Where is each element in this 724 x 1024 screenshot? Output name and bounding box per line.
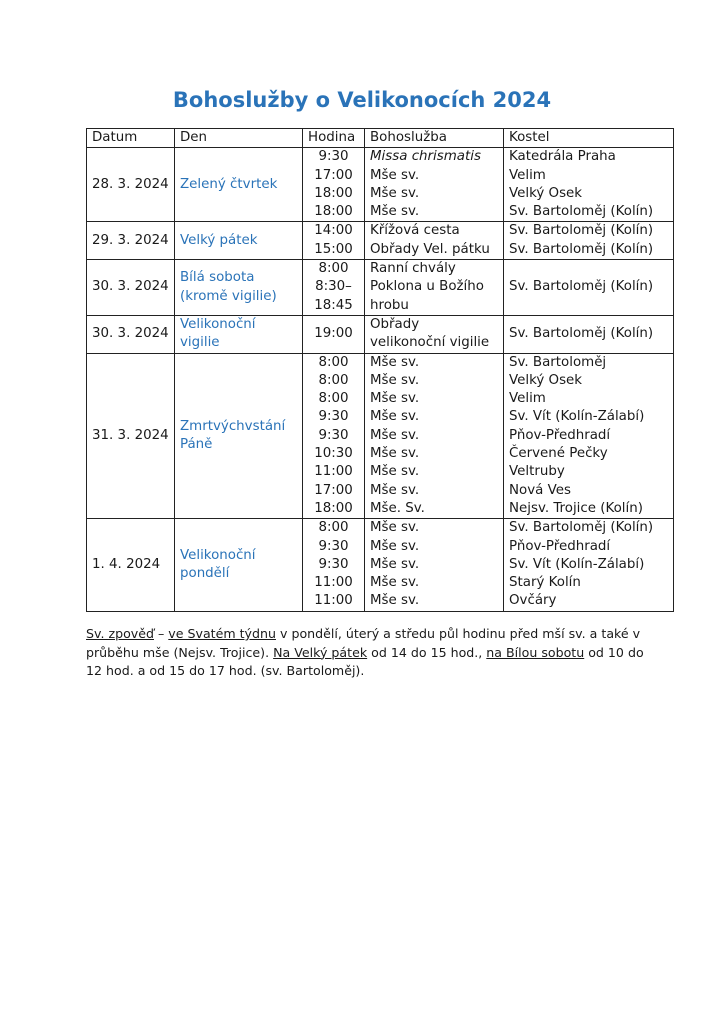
bohosluzba-line: Ranní chvály — [370, 261, 456, 277]
table-row — [87, 260, 674, 316]
table-row — [87, 315, 674, 353]
kostel-line: Sv. Bartoloměj (Kolín) — [509, 520, 654, 536]
hodina-line: 18:45 — [314, 297, 353, 313]
bohosluzba-line: Mše sv. — [370, 556, 420, 572]
kostel-line: Sv. Bartoloměj (Kolín) — [509, 223, 654, 239]
day-name-line: Páně — [180, 436, 213, 452]
hodina-line: 10:30 — [314, 446, 353, 462]
bohosluzba-line: Křížová cesta — [370, 223, 460, 239]
cell-bohosluzba — [365, 148, 504, 222]
hodina-line: 11:00 — [314, 593, 353, 609]
kostel-line: Pňov-Předhradí — [509, 538, 611, 554]
bohosluzba-line: Mše sv. — [370, 538, 420, 554]
note-holy-saturday: na Bílou sobotu — [486, 644, 585, 660]
note-confession-label: Sv. zpověď — [86, 626, 154, 641]
cell-kostel — [504, 260, 674, 316]
kostel-line: Sv. Bartoloměj (Kolín) — [509, 204, 654, 220]
note-good-friday: Na Velký pátek — [273, 644, 368, 660]
day-name-line: Zelený čtvrtek — [180, 176, 278, 192]
bohosluzba-line: Mše. Sv. — [370, 500, 425, 516]
cell-datum: 31. 3. 2024 — [87, 353, 175, 519]
cell-hodina — [303, 315, 365, 353]
day-name-line: vigilie — [180, 335, 220, 351]
kostel-line: Nová Ves — [509, 482, 571, 498]
header-datum: Datum — [87, 129, 175, 148]
bohosluzba-line: Mše sv. — [370, 167, 420, 183]
kostel-line: Nejsv. Trojice (Kolín) — [509, 500, 643, 516]
hodina-line: 18:00 — [314, 204, 353, 220]
cell-datum: 30. 3. 2024 — [87, 315, 175, 353]
cell-kostel — [504, 353, 674, 519]
note-text-1: v pondělí, úterý a středu půl hodinu před mší sv. a také v průběhu mše (Nejsv. Trojice). — [86, 626, 641, 660]
hodina-line: 14:00 — [314, 223, 353, 239]
bohosluzba-line: Mše sv. — [370, 446, 420, 462]
day-name-line: pondělí — [180, 565, 230, 581]
hodina-line: 9:30 — [318, 149, 349, 165]
note-text-2: od 14 do 15 hod., — [367, 644, 487, 660]
kostel-line: Starý Kolín — [509, 575, 581, 591]
kostel-line: Katedrála Praha — [509, 149, 616, 165]
kostel-line: Sv. Bartoloměj — [509, 354, 607, 370]
confession-note — [86, 625, 646, 681]
bohosluzba-line: hrobu — [370, 297, 409, 313]
hodina-line: 8:30– — [315, 279, 352, 295]
cell-den — [175, 148, 303, 222]
kostel-line: Sv. Bartoloměj (Kolín) — [509, 326, 654, 342]
day-name-line: (kromě vigilie) — [180, 288, 277, 304]
kostel-line: Pňov-Předhradí — [509, 427, 611, 443]
cell-datum: 30. 3. 2024 — [87, 260, 175, 316]
hodina-line: 8:00 — [318, 372, 349, 388]
kostel-line: Velim — [509, 391, 546, 407]
kostel-line: Sv. Vít (Kolín-Zálabí) — [509, 556, 645, 572]
table-header-row — [87, 129, 674, 148]
hodina-line: 18:00 — [314, 185, 353, 201]
cell-bohosluzba — [365, 519, 504, 611]
kostel-line: Sv. Vít (Kolín-Zálabí) — [509, 409, 645, 425]
day-name-line: Velikonoční — [180, 316, 256, 332]
cell-hodina — [303, 519, 365, 611]
kostel-line: Ovčáry — [509, 593, 557, 609]
hodina-line: 11:00 — [314, 464, 353, 480]
kostel-line: Sv. Bartoloměj (Kolín) — [509, 241, 654, 257]
hodina-line: 9:30 — [318, 427, 349, 443]
cell-den — [175, 519, 303, 611]
hodina-line: 19:00 — [314, 326, 353, 342]
hodina-line: 11:00 — [314, 575, 353, 591]
hodina-line: 17:00 — [314, 482, 353, 498]
hodina-line: 17:00 — [314, 167, 353, 183]
table-row — [87, 222, 674, 260]
bohosluzba-line: Mše sv. — [370, 575, 420, 591]
hodina-line: 8:00 — [318, 391, 349, 407]
kostel-line: Velký Osek — [509, 185, 583, 201]
bohosluzba-line: Mše sv. — [370, 409, 420, 425]
bohosluzba-line: Mše sv. — [370, 185, 420, 201]
cell-hodina — [303, 148, 365, 222]
hodina-line: 8:00 — [318, 520, 349, 536]
cell-den — [175, 222, 303, 260]
hodina-line: 18:00 — [314, 500, 353, 516]
bohosluzba-line: Mše sv. — [370, 593, 420, 609]
bohosluzba-line: Poklona u Božího — [370, 279, 484, 295]
day-name-line: Bílá sobota — [180, 270, 255, 286]
bohosluzba-line: Missa chrismatis — [370, 149, 481, 165]
cell-kostel — [504, 222, 674, 260]
cell-datum: 1. 4. 2024 — [87, 519, 175, 611]
cell-bohosluzba — [365, 315, 504, 353]
cell-bohosluzba — [365, 222, 504, 260]
schedule-body — [87, 148, 674, 611]
table-row — [87, 148, 674, 222]
cell-hodina — [303, 222, 365, 260]
header-bohosluzba: Bohoslužba — [365, 129, 504, 148]
day-name-line: Velký pátek — [180, 232, 258, 248]
bohosluzba-line: Obřady Vel. pátku — [370, 241, 490, 257]
cell-hodina — [303, 353, 365, 519]
hodina-line: 15:00 — [314, 241, 353, 257]
cell-den — [175, 315, 303, 353]
bohosluzba-line: Mše sv. — [370, 372, 420, 388]
day-name-line: Zmrtvýchvstání — [180, 418, 286, 434]
header-kostel: Kostel — [504, 129, 674, 148]
cell-den — [175, 260, 303, 316]
schedule-table — [86, 128, 674, 612]
note-text-3: od 10 do 12 hod. a od 15 do 17 hod. (sv. Bartoloměj). — [86, 644, 644, 678]
table-row — [87, 353, 674, 519]
kostel-line: Velim — [509, 167, 546, 183]
cell-kostel — [504, 519, 674, 611]
page-title: Bohoslužby o Velikonocích 2024 — [172, 88, 552, 112]
hodina-line: 8:00 — [318, 354, 349, 370]
hodina-line: 8:00 — [318, 261, 349, 277]
day-name-line: Velikonoční — [180, 547, 256, 563]
bohosluzba-line: Mše sv. — [370, 204, 420, 220]
cell-kostel — [504, 148, 674, 222]
header-den: Den — [175, 129, 303, 148]
note-dash: – — [153, 626, 169, 641]
kostel-line: Veltruby — [509, 464, 565, 480]
bohosluzba-line: Mše sv. — [370, 520, 420, 536]
bohosluzba-line: Mše sv. — [370, 464, 420, 480]
bohosluzba-line: Mše sv. — [370, 391, 420, 407]
cell-hodina — [303, 260, 365, 316]
bohosluzba-line: Mše sv. — [370, 482, 420, 498]
bohosluzba-line: velikonoční vigilie — [370, 335, 490, 351]
kostel-line: Červené Pečky — [509, 446, 608, 462]
cell-datum: 29. 3. 2024 — [87, 222, 175, 260]
hodina-line: 9:30 — [318, 556, 349, 572]
note-holy-week: ve Svatém týdnu — [168, 626, 276, 641]
kostel-line: Sv. Bartoloměj (Kolín) — [509, 279, 654, 295]
hodina-line: 9:30 — [318, 538, 349, 554]
cell-bohosluzba — [365, 353, 504, 519]
cell-den — [175, 353, 303, 519]
kostel-line: Velký Osek — [509, 372, 583, 388]
bohosluzba-line: Mše sv. — [370, 354, 420, 370]
cell-kostel — [504, 315, 674, 353]
header-hodina: Hodina — [303, 129, 365, 148]
table-row — [87, 519, 674, 611]
hodina-line: 9:30 — [318, 409, 349, 425]
cell-bohosluzba — [365, 260, 504, 316]
bohosluzba-line: Obřady — [370, 316, 420, 332]
cell-datum: 28. 3. 2024 — [87, 148, 175, 222]
bohosluzba-line: Mše sv. — [370, 427, 420, 443]
